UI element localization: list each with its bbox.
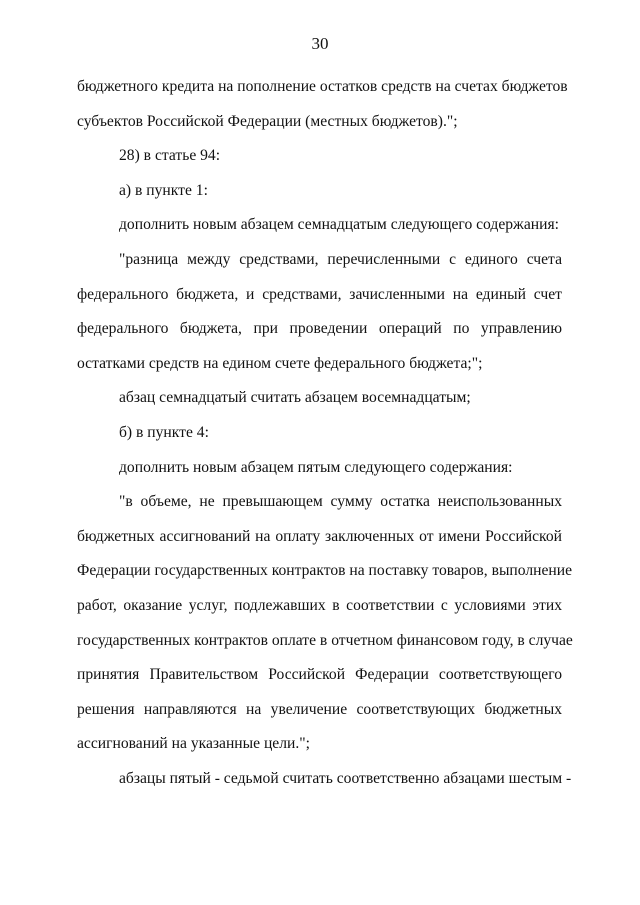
- text-line: Федерации государственных контрактов на поставку товаров, выполнение: [77, 562, 573, 580]
- text-line: бюджетных ассигнований на оплату заключенных от имени Российской: [77, 527, 562, 545]
- text-line: субъектов Российской Федерации (местных бюджетов).";: [77, 112, 458, 130]
- text-line: работ, оказание услуг, подлежавших в соответствии с условиями этих: [77, 596, 562, 614]
- text-line: бюджетного кредита на пополнение остатков средств на счетах бюджетов: [77, 78, 568, 95]
- text-line: государственных контрактов оплате в отчетном финансовом году, в случае: [77, 631, 573, 649]
- page-number: 30: [311, 34, 329, 53]
- text-line: дополнить новым абзацем семнадцатым следующего содержания:: [119, 216, 559, 234]
- text-line: федерального бюджета, и средствами, зачисленными на единый счет: [77, 285, 562, 303]
- text-line: абзац семнадцатый считать абзацем восемнадцатым;: [119, 389, 471, 407]
- paragraph: [77, 485, 573, 762]
- text-line: "разница между средствами, перечисленными с единого счета: [119, 250, 562, 268]
- text-line: остатками средств на едином счете федерального бюджета;";: [77, 354, 483, 372]
- text-line: ассигнований на указанные цели.";: [77, 735, 310, 753]
- text-line: дополнить новым абзацем пятым следующего содержания:: [119, 458, 513, 476]
- text-line: б) в пункте 4:: [119, 423, 209, 441]
- paragraph: [77, 381, 562, 416]
- paragraph: [77, 451, 562, 486]
- paragraph: [77, 762, 572, 797]
- text-line: принятия Правительством Российской Федерации соответствующего: [77, 666, 562, 684]
- paragraph: [77, 174, 562, 209]
- text-line: а) в пункте 1:: [119, 181, 208, 199]
- text-line: решения направляются на увеличение соответствующих бюджетных: [77, 700, 562, 718]
- paragraph: [77, 243, 562, 381]
- paragraph: [77, 70, 568, 139]
- text-line: "в объеме, не превышающем сумму остатка неиспользованных: [119, 493, 562, 511]
- text-line: абзацы пятый - седьмой считать соответственно абзацами шестым -: [119, 769, 572, 787]
- text-line: 28) в статье 94:: [119, 147, 221, 165]
- paragraph: [77, 139, 562, 174]
- document-body: [77, 70, 573, 796]
- paragraph: [77, 208, 562, 243]
- paragraph: [77, 416, 562, 451]
- text-line: федерального бюджета, при проведении операций по управлению: [77, 320, 562, 338]
